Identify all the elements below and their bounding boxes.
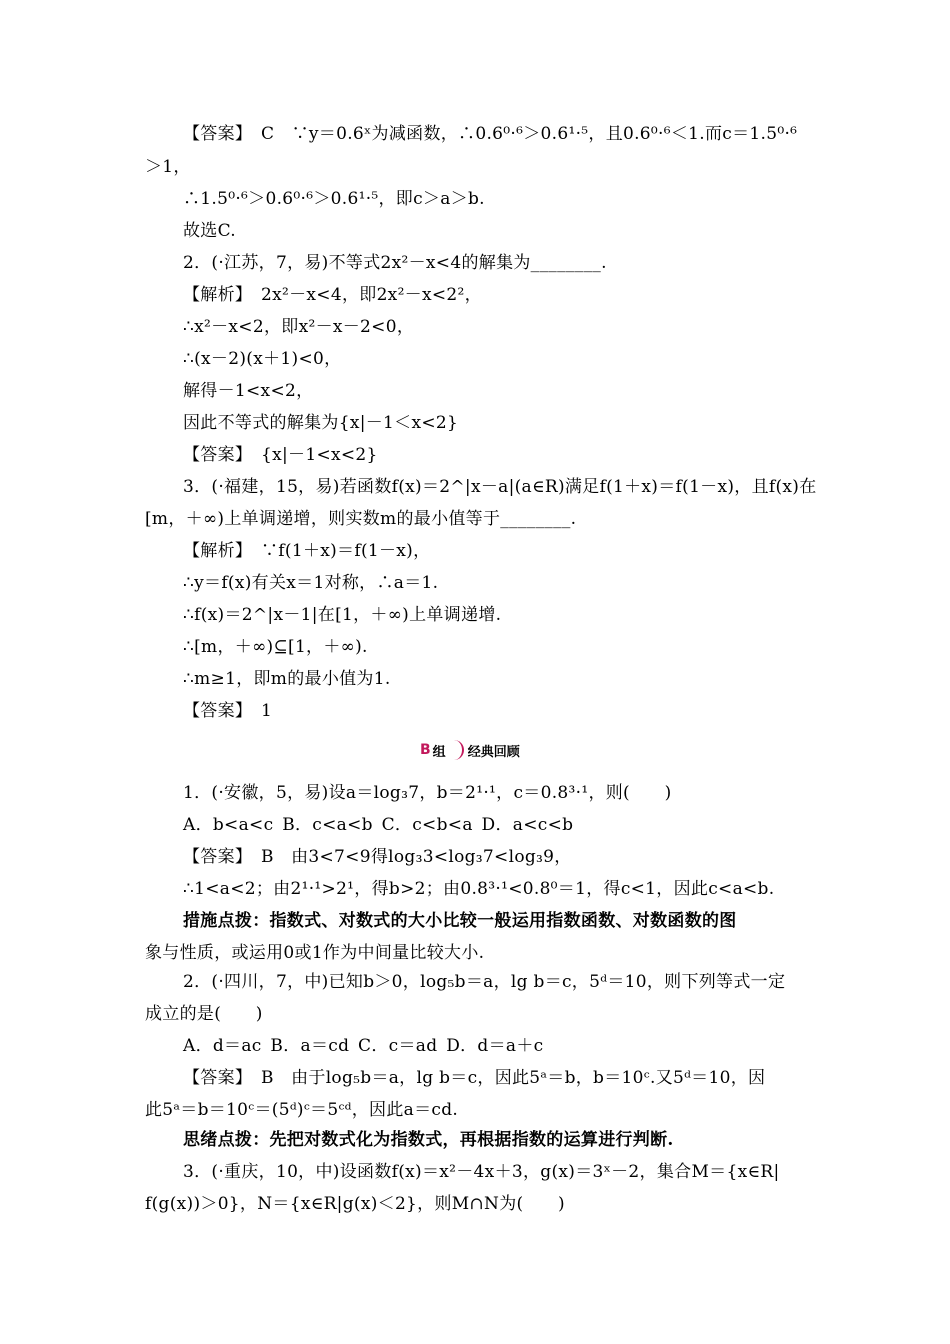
section-header (420, 737, 520, 763)
text-line: ∴(x－2)(x＋1)<0， (183, 349, 342, 369)
question-line: 3．(·重庆，10，中)设函数f(x)＝x²－4x＋3，g(x)＝3ˣ－2，集合M＝{x∈R| (183, 1162, 780, 1182)
answer-line: 【答案】 B 由3<7<9得log₃3<log₃7<log₃9， (183, 847, 572, 867)
analysis-line: 【解析】 ∵f(1＋x)＝f(1－x)， (183, 541, 431, 561)
text-line: ∴1.5⁰·⁶＞0.6⁰·⁶＞0.6¹·⁵，即c＞a＞b. (183, 189, 485, 209)
text-line: 象与性质，或运用0或1作为中间量比较大小. (145, 943, 485, 963)
question-line: 2．(·江苏，7，易)不等式2x²－x<4的解集为________. (183, 253, 607, 273)
answer-line: 【答案】 {x|－1<x<2} (183, 445, 378, 465)
analysis-line: 【解析】 2x²－x<4，即2x²－x<2²， (183, 285, 482, 305)
text-line: 故选C. (183, 221, 237, 241)
text-line: ∴[m，＋∞)⊆[1，＋∞). (183, 637, 368, 657)
question-line: 1．(·安徽，5，易)设a＝log₃7，b＝2¹·¹，c＝0.8³·¹，则( ) (183, 783, 672, 803)
text-line: ∴y＝f(x)有关x＝1对称，∴a＝1. (183, 573, 439, 593)
answer-line: 【答案】 1 (183, 701, 273, 721)
text-line: ＞1， (145, 157, 191, 177)
text-line: 成立的是( ) (145, 1004, 263, 1024)
text-line: ∴f(x)＝2^|x－1|在[1，＋∞)上单调递增. (183, 605, 502, 625)
options-line: A．b<a<c B．c<a<b C．c<b<a D．a<c<b (183, 815, 574, 835)
section-title: 经典回顾 (467, 744, 520, 760)
text-line: ∴m≥1，即m的最小值为1. (183, 669, 391, 689)
section-group: 组 (432, 744, 446, 760)
section-divider (448, 740, 464, 760)
text-line: [m，＋∞)上单调递增，则实数m的最小值等于________. (145, 509, 577, 529)
text-line: 此5ᵃ＝b＝10ᶜ＝(5ᵈ)ᶜ＝5ᶜᵈ，因此a＝cd. (145, 1100, 459, 1120)
tip-line: 措施点拨：指数式、对数式的大小比较一般运用指数函数、对数函数的图 (183, 911, 737, 931)
text-line: ∴1<a<2；由2¹·¹>2¹，得b>2；由0.8³·¹<0.8⁰＝1，得c<1，因此c<a<b. (183, 879, 775, 899)
answer-line: 【答案】 B 由于log₅b＝a，lg b＝c，因此5ᵃ＝b，b＝10ᶜ.又5ᵈ＝10，因 (183, 1068, 766, 1088)
section-letter: B (420, 742, 431, 758)
answer-line: 【答案】 C ∵y＝0.6ˣ为减函数，∴0.6⁰·⁶＞0.6¹·⁵，且0.6⁰·⁶＜1.而c＝1.5⁰·⁶ (183, 124, 798, 144)
question-line: 3．(·福建，15，易)若函数f(x)＝2^|x－a|(a∈R)满足f(1＋x)＝f(1－x)，且f(x)在 (183, 477, 817, 497)
text-line: f(g(x))＞0}，N＝{x∈R|g(x)＜2}，则M∩N为( ) (145, 1194, 565, 1214)
text-line: 因此不等式的解集为{x|－1＜x<2} (183, 413, 459, 433)
text-line: ∴x²－x<2，即x²－x－2<0， (183, 317, 415, 337)
options-line: A．d＝ac B．a＝cd C．c＝ad D．d＝a＋c (183, 1036, 544, 1056)
text-line: 解得－1<x<2， (183, 381, 314, 401)
tip-line: 思绪点拨：先把对数式化为指数式，再根据指数的运算进行判断. (183, 1130, 674, 1150)
question-line: 2．(·四川，7，中)已知b＞0，log₅b＝a，lg b＝c，5ᵈ＝10，则下列等式一定 (183, 972, 786, 992)
